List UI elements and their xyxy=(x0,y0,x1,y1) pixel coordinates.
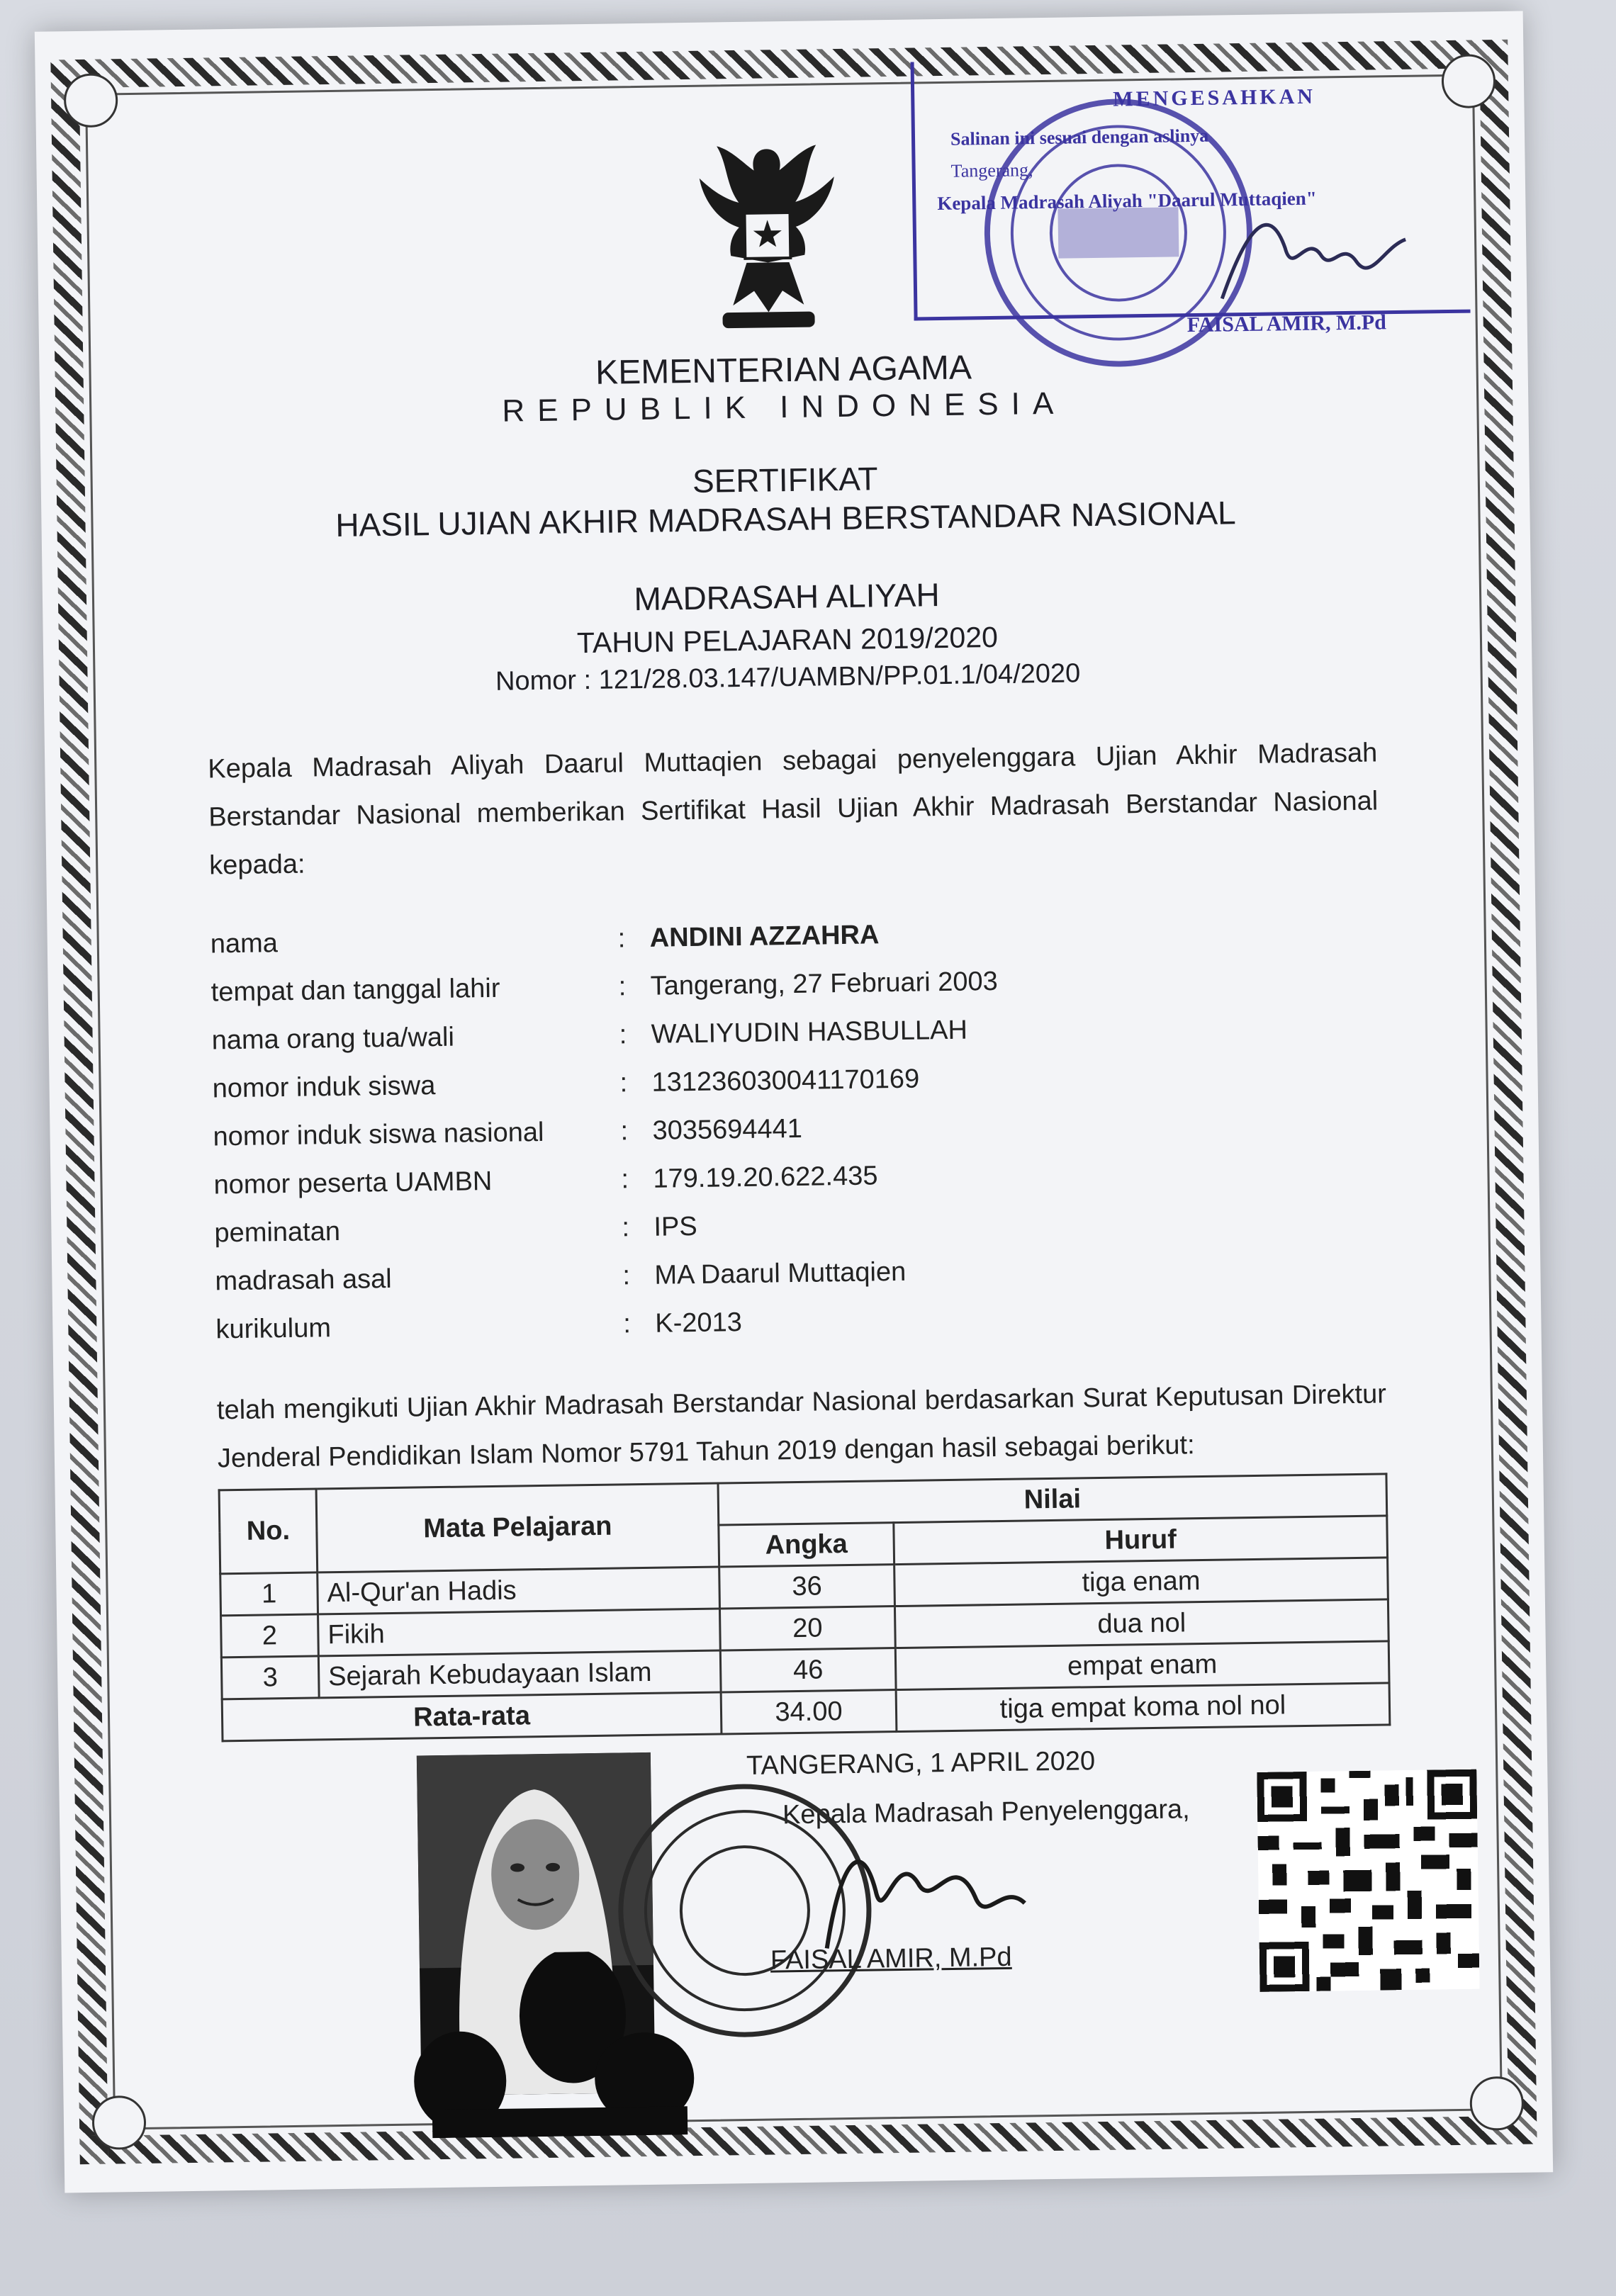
field-label: tempat dan tanggal lahir xyxy=(211,973,500,1008)
field-colon: : xyxy=(623,1309,632,1339)
cell-subject: Sejarah Kebudayaan Islam xyxy=(318,1650,721,1698)
average-number: 34.00 xyxy=(721,1690,897,1734)
field-label: nomor peserta UAMBN xyxy=(213,1166,493,1200)
field-value: WALIYUDIN HASBULLAH xyxy=(651,1015,968,1049)
school-level: MADRASAH ALIYAH xyxy=(634,576,940,618)
legalization-line2: Tangerang, xyxy=(950,159,1033,181)
header-number: Angka xyxy=(719,1523,894,1567)
field-colon: : xyxy=(617,923,626,954)
field-value: Tangerang, 27 Februari 2003 xyxy=(650,966,999,1001)
qr-code-icon xyxy=(1257,1769,1479,1992)
cell-letter: tiga enam xyxy=(894,1558,1388,1606)
field-value: ANDINI AZZAHRA xyxy=(649,920,880,953)
legalization-signer: FAISAL AMIR, M.Pd xyxy=(1186,310,1387,337)
ministry-name: KEMENTERIAN AGAMA xyxy=(595,349,972,392)
cell-letter: dua nol xyxy=(894,1599,1388,1648)
garuda-emblem-icon xyxy=(660,119,875,349)
legalization-heading: MENGESAHKAN xyxy=(1113,84,1316,111)
field-colon: : xyxy=(620,1116,629,1147)
cell-letter: empat enam xyxy=(895,1641,1389,1690)
field-value: IPS xyxy=(653,1211,697,1242)
cell-no: 1 xyxy=(220,1572,318,1616)
field-colon: : xyxy=(622,1261,631,1291)
principal-title: Kepala Madrasah Penyelenggara, xyxy=(782,1794,1190,1830)
student-details xyxy=(211,913,1386,1363)
field-value: MA Daarul Muttaqien xyxy=(654,1256,907,1290)
field-colon: : xyxy=(622,1212,630,1243)
field-value: 131236030041170169 xyxy=(651,1064,920,1098)
cell-number: 46 xyxy=(720,1648,896,1692)
decree-paragraph: telah mengikuti Ujian Akhir Madrasah Berstandar Nasional berdasarkan Surat Keputusan Direktur Jenderal Pendidikan Islam Nomor 5791 Tahun 2019 dengan hasil sebagai berikut: xyxy=(216,1379,1387,1474)
legalization-line1: Salinan ini sesuai dengan aslinya xyxy=(950,125,1209,150)
field-label: nomor induk siswa nasional xyxy=(213,1117,544,1152)
field-label: nama orang tua/wali xyxy=(211,1022,455,1056)
header-score: Nilai xyxy=(718,1474,1387,1525)
certificate-title: HASIL UJIAN AKHIR MADRASAH BERSTANDAR NASIONAL xyxy=(335,494,1236,544)
field-colon: : xyxy=(619,1068,628,1098)
field-label: nama xyxy=(210,928,279,960)
place-date: TANGERANG, 1 APRIL 2020 xyxy=(746,1746,1096,1782)
cell-subject: Al-Qur'an Hadis xyxy=(318,1567,720,1614)
average-letter: tiga empat koma nol nol xyxy=(896,1683,1390,1732)
cell-subject: Fikih xyxy=(318,1609,721,1656)
cell-number: 36 xyxy=(719,1565,895,1609)
field-colon: : xyxy=(621,1164,629,1195)
field-value: 179.19.20.622.435 xyxy=(653,1161,878,1194)
header-letter: Huruf xyxy=(894,1516,1388,1565)
certificate-label: SERTIFIKAT xyxy=(692,460,878,500)
republic-name: REPUBLIK INDONESIA xyxy=(502,386,1067,429)
field-value: 3035694441 xyxy=(652,1113,803,1146)
grades-table xyxy=(218,1473,1391,1742)
principal-name: FAISAL AMIR, M.Pd xyxy=(770,1942,1012,1976)
field-label: kurikulum xyxy=(215,1313,332,1345)
cell-number: 20 xyxy=(719,1606,895,1650)
cell-no: 3 xyxy=(221,1656,319,1699)
field-value: K-2013 xyxy=(655,1307,743,1339)
signature-top xyxy=(1206,190,1420,320)
header-no: No. xyxy=(219,1489,318,1574)
field-label: peminatan xyxy=(214,1216,341,1249)
cell-no: 2 xyxy=(221,1614,319,1658)
certificate-paper xyxy=(35,11,1553,2193)
average-label: Rata-rata xyxy=(222,1692,722,1741)
academic-year: TAHUN PELAJARAN 2019/2020 xyxy=(576,620,999,660)
field-label: madrasah asal xyxy=(215,1264,392,1297)
certificate-number: Nomor : 121/28.03.147/UAMBN/PP.01.1/04/2020 xyxy=(495,658,1081,697)
intro-paragraph: Kepala Madrasah Aliyah Daarul Muttaqien sebagai penyelenggara Ujian Akhir Madrasah Berstandar Nasional memberikan Sertifikat Hasil Ujian Akhir Madrasah Berstandar Nasional kepada: xyxy=(208,738,1379,881)
field-label: nomor induk siswa xyxy=(212,1071,436,1104)
field-colon: : xyxy=(618,972,627,1002)
header-subject: Mata Pelajaran xyxy=(316,1483,719,1572)
legalization-line3: Kepala Madrasah Aliyah "Daarul Muttaqien" xyxy=(937,187,1318,215)
field-colon: : xyxy=(619,1020,627,1050)
